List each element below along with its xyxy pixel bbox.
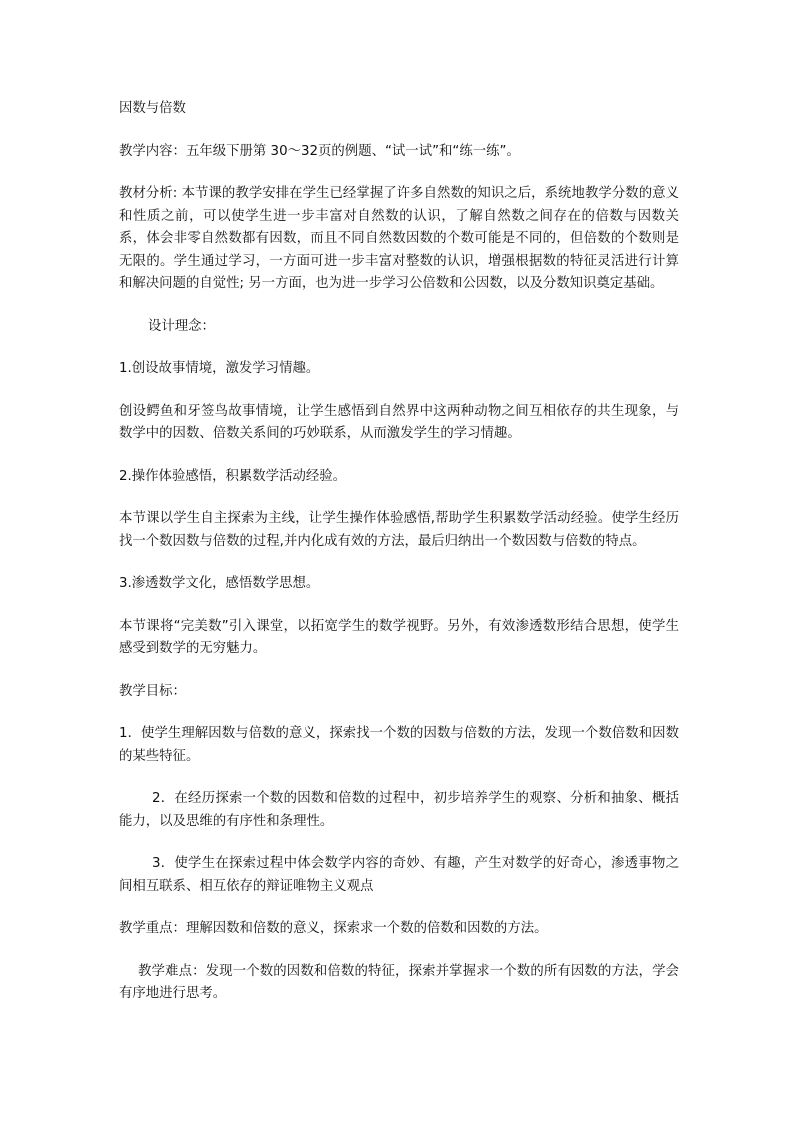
concept-3-body: 本节课将“完美数”引入课堂，以拓宽学生的数学视野。另外，有效渗透数形结合思想，使学生感受到数学的无穷魅力。 — [119, 618, 679, 656]
concept-1-body: 创设鳄鱼和牙签鸟故事情境，让学生感悟到自然界中这两种动物之间互相依存的共生现象，与数学中的因数、倍数关系间的巧妙联系，从而激发学生的学习情趣。 — [119, 403, 679, 441]
design-concept-heading: 设计理念： — [148, 318, 215, 334]
key-points-paragraph: 教学重点：理解因数和倍数的意义，探索求一个数的倍数和因数的方法。 — [119, 921, 548, 936]
teaching-content-paragraph: 教学内容：五年级下册第 30～32页的例题、“试一试”和“练一练”。 — [119, 143, 520, 159]
teaching-goals-heading: 教学目标： — [119, 683, 186, 699]
concept-2-body: 本节课以学生自主探索为主线，让学生操作体验感悟,帮助学生积累数学活动经验。使学生经历找一个数因数与倍数的过程,并内化成有效的方法，最后归纳出一个数因数与倍数的特点。 — [119, 511, 679, 549]
goal-2: 2．在经历探索一个数的因数和倍数的过程中，初步培养学生的观察、分析和抽象、概括能力，以及思维的有序性和条理性。 — [119, 791, 679, 829]
goal-3: 3．使学生在探索过程中体会数学内容的奇妙、有趣，产生对数学的好奇心，渗透事物之间相互联系、相互依存的辩证唯物主义观点 — [119, 856, 679, 894]
goal-1: 1．使学生理解因数与倍数的意义，探索找一个数的因数与倍数的方法，发现一个数倍数和因数的某些特征。 — [119, 726, 679, 764]
concept-2-title: 2.操作体验感悟，积累数学活动经验。 — [119, 468, 347, 484]
material-analysis-paragraph: 教材分析: 本节课的教学安排在学生已经掌握了许多自然数的知识之后，系统地教学分数的意义和性质之前，可以使学生进一步丰富对自然数的认识，了解自然数之间存在的倍数与因数关系，体会非零自然数都有因数，而且不同自然数因数的个数可能是不同的，但倍数的个数则是无限的。学生通过学习，一方面可进一步丰富对整数的认识，增强根据数的特征灵活进行计算和解决问题的自觉性; 另一方面，也为进一步学习公倍数和公因数，以及分数知识奠定基础。 — [119, 186, 679, 291]
concept-3-title: 3.渗透数学文化，感悟数学思想。 — [119, 576, 320, 591]
difficulties-paragraph: 教学难点：发现一个数的因数和倍数的特征，探索并掌握求一个数的所有因数的方法，学会有序地进行思考。 — [119, 963, 679, 1001]
document-title: 因数与倍数 — [119, 101, 186, 116]
document-body — [119, 98, 679, 1026]
concept-1-title: 1.创设故事情境，激发学习情趣。 — [119, 361, 320, 376]
